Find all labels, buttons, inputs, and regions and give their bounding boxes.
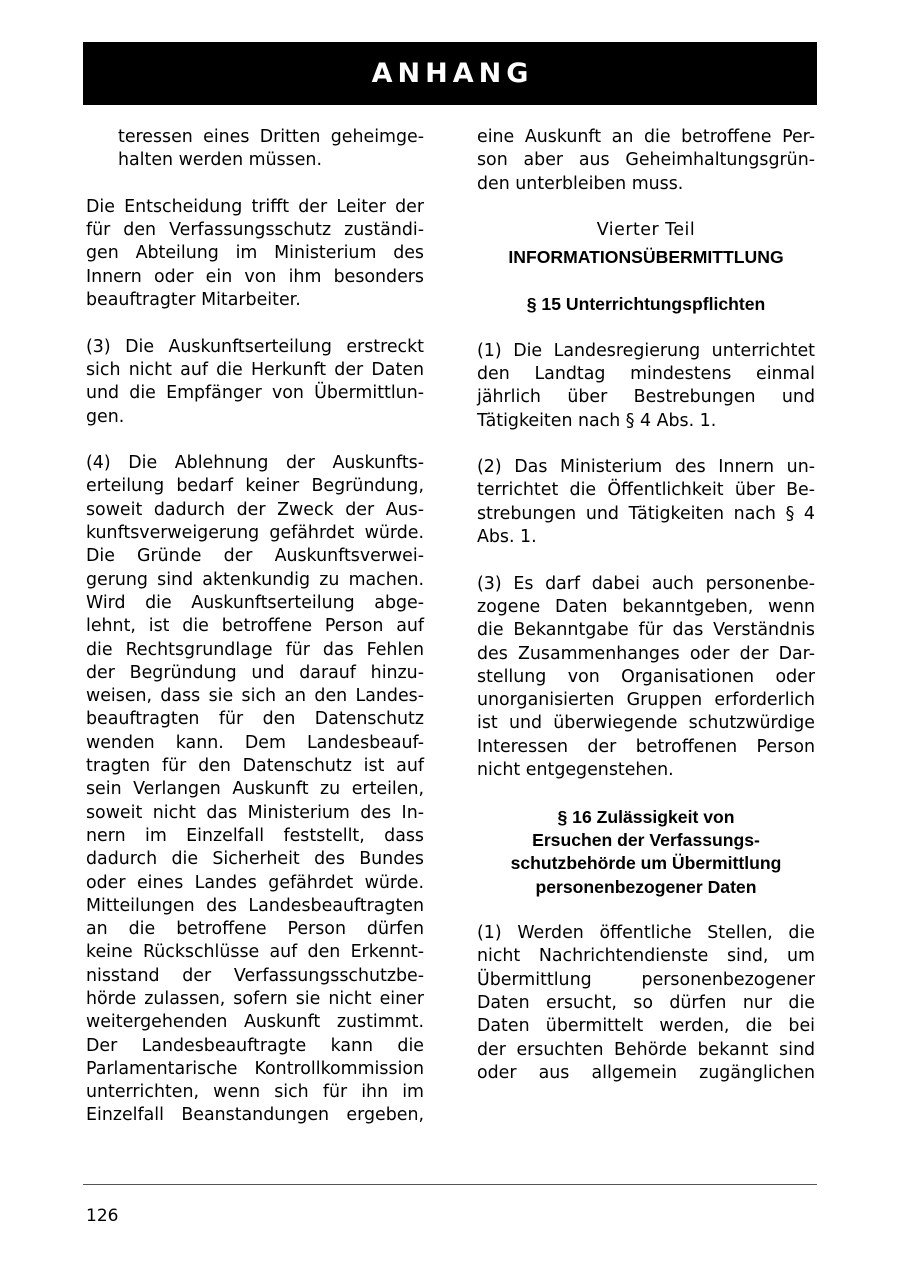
text-line: oder aus allgemein zugänglichen <box>477 1062 815 1083</box>
text-line: Daten ersucht, so dürfen nur die <box>477 992 815 1013</box>
footer-divider <box>83 1184 817 1185</box>
text-line: lehnt, ist die betroffene Person auf <box>86 616 424 637</box>
text-line: tragten für den Datenschutz ist auf <box>86 756 424 777</box>
text-line: sein Verlangen Auskunft zu erteilen, <box>86 779 424 800</box>
text-line: für den Verfassungsschutz zuständi- <box>86 220 424 241</box>
text-line: nisstand der Verfassungsschutzbe- <box>86 965 424 986</box>
text-line: stellung von Organisationen oder <box>477 666 815 687</box>
text-line: Interessen der betroffenen Person <box>477 736 815 757</box>
text-line: Die Gründe der Auskunftsverwei- <box>86 546 424 567</box>
chapter-title: ANHANG <box>371 58 534 89</box>
text-line: halten werden müssen. <box>118 150 322 171</box>
text-line: zogene Daten bekanntgeben, wenn <box>477 596 815 617</box>
text-line: eine Auskunft an die betroffene Per- <box>477 127 815 147</box>
text-line: kunftsverweigerung gefährdet würde. <box>86 523 424 544</box>
text-line: strebungen und Tätigkeiten nach § 4 <box>477 503 815 524</box>
text-line: oder eines Landes gefährdet würde. <box>86 872 424 893</box>
text-line: Wird die Auskunftserteilung abge- <box>86 592 424 613</box>
text-line: weitergehenden Auskunft zustimmt. <box>86 1012 424 1033</box>
text-line: Mitteilungen des Landesbeauftragten <box>86 895 424 916</box>
text-line: Einzelfall Beanstandungen ergeben, <box>86 1105 424 1126</box>
text-line: (1) Die Landesregierung unterrichtet <box>477 340 815 361</box>
text-line: jährlich über Bestrebungen und <box>477 387 815 408</box>
text-line: beauftragter Mitarbeiter. <box>86 290 301 311</box>
section-15-title: § 15 Unterrichtungspflichten <box>526 294 766 315</box>
text-line: erteilung bedarf keiner Begründung, <box>86 476 424 497</box>
section-15-paragraph-2 <box>477 456 815 549</box>
text-line: Abs. 1. <box>477 527 537 548</box>
text-line: beauftragten für den Datenschutz <box>86 709 424 730</box>
text-line: Innern oder ein von ihm besonders <box>86 266 424 287</box>
heading-line: Ersuchen der Verfassungs- <box>532 829 760 850</box>
text-line: soweit nicht das Ministerium des In- <box>86 802 424 823</box>
text-line: dadurch die Sicherheit des Bundes <box>86 849 424 870</box>
text-line: den unterbleiben muss. <box>477 173 684 194</box>
part-label: Vierter Teil <box>596 220 696 241</box>
page-number: 126 <box>86 1206 119 1226</box>
text-line: des Zusammenhanges oder der Dar- <box>477 643 815 664</box>
part-title: INFORMATIONSÜBERMITTLUNG <box>508 247 784 268</box>
heading-line: § 16 Zulässigkeit von <box>557 806 735 827</box>
text-line: (1) Werden öffentliche Stellen, die <box>477 923 815 944</box>
text-line: gerung sind aktenkundig zu machen. <box>86 569 424 590</box>
right-column <box>477 126 815 1108</box>
text-line: der ersuchten Behörde bekannt sind <box>477 1039 815 1060</box>
text-line: ist und überwiegende schutzwürdige <box>477 713 815 734</box>
text-line: nicht entgegenstehen. <box>477 760 674 781</box>
paragraph-4 <box>86 452 424 1128</box>
text-line: (4) Die Ablehnung der Auskunfts- <box>86 453 424 474</box>
text-line: nicht Nachrichtendienste sind, um <box>477 946 815 967</box>
text-line: gen. <box>86 406 125 427</box>
heading-line: schutzbehörde um Übermittlung <box>510 853 782 874</box>
text-line: die Bekanntgabe für das Verständnis <box>477 620 815 641</box>
left-column <box>86 126 424 1151</box>
text-line: sich nicht auf die Herkunft der Daten <box>86 359 424 380</box>
text-line: weisen, dass sie sich an den Landes- <box>86 686 424 707</box>
text-line: son aber aus Geheimhaltungsgrün- <box>477 150 815 171</box>
text-line: den Landtag mindestens einmal <box>477 363 815 384</box>
section-15-paragraph-3 <box>477 573 815 783</box>
text-line: unorganisierten Gruppen erforderlich <box>477 690 815 711</box>
text-line: terrichtet die Öffentlichkeit über Be- <box>477 480 815 501</box>
paragraph-continuation <box>477 126 815 196</box>
text-line: unterrichten, wenn sich für ihn im <box>86 1082 424 1103</box>
chapter-header <box>83 42 817 105</box>
text-line: (3) Die Auskunftserteilung erstreckt <box>86 336 424 357</box>
text-line: wenden kann. Dem Landesbeauf- <box>86 732 424 753</box>
text-line: Tätigkeiten nach § 4 Abs. 1. <box>477 410 717 431</box>
section-16-title <box>477 806 815 899</box>
text-line: Die Entscheidung trifft der Leiter der <box>86 196 424 217</box>
text-line: Der Landesbeauftragte kann die <box>86 1035 424 1056</box>
text-line: (3) Es darf dabei auch personenbe- <box>477 573 815 594</box>
text-line: Parlamentarische Kontrollkommission <box>86 1058 424 1079</box>
text-line: keine Rückschlüsse auf den Erkennt- <box>86 942 424 963</box>
text-line: soweit dadurch der Zweck der Aus- <box>86 499 424 520</box>
text-line: gen Abteilung im Ministerium des <box>86 243 424 264</box>
paragraph-decision <box>86 196 424 312</box>
paragraph-3 <box>86 336 424 429</box>
text-line: der Begründung und darauf hinzu- <box>86 662 424 683</box>
section-16-paragraph-1 <box>477 922 815 1085</box>
section-15-paragraph-1 <box>477 340 815 433</box>
text-line: Übermittlung personenbezogener <box>477 969 815 990</box>
paragraph-continuation <box>86 126 424 173</box>
heading-line: personenbezogener Daten <box>535 876 757 897</box>
text-line: und die Empfänger von Übermittlun- <box>86 383 424 404</box>
text-line: Daten übermittelt werden, die bei <box>477 1016 815 1037</box>
text-line: teressen eines Dritten geheimge- <box>118 127 424 147</box>
text-line: (2) Das Ministerium des Innern un- <box>477 457 815 478</box>
text-line: an die betroffene Person dürfen <box>86 919 424 940</box>
text-line: nern im Einzelfall feststellt, dass <box>86 825 424 846</box>
text-line: hörde zulassen, sofern sie nicht einer <box>86 988 424 1009</box>
text-line: die Rechtsgrundlage für das Fehlen <box>86 639 424 660</box>
